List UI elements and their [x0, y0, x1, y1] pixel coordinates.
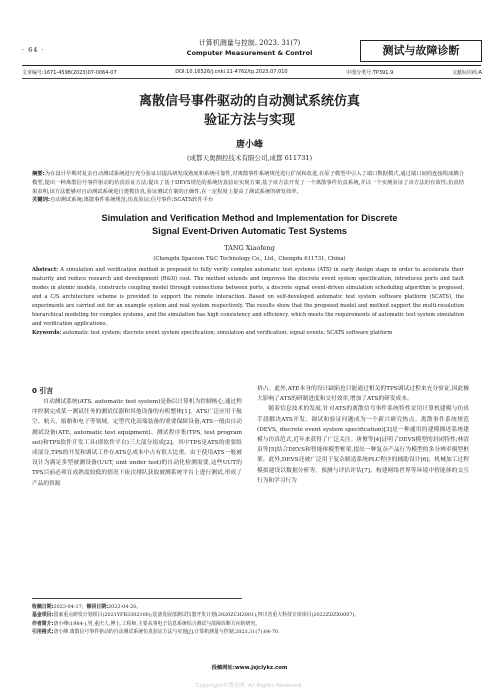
abstract-en-label: Abstract:: [32, 267, 59, 273]
journal-name-en: Computer Measurement & Control: [186, 49, 313, 57]
keywords-cn-text: 自动测试系统;离散事件系统规范;仿真验证;信号事件;SCATS软件平台: [50, 197, 214, 204]
author-cn: 唐小峰: [235, 140, 263, 150]
body-column-right: [257, 384, 469, 486]
affiliation-en: (Chengdu Spaceon T&C Technology Co., Ltd., Chengdu 611731, China): [153, 256, 346, 262]
revised-date: 2023-04-20。: [108, 604, 142, 610]
paragraph: 随着信息技术的发展,针对ATS的离散信号事件系统特性采用计算机建模与仿真手段解决ATS开发、调试和验证问题成为一个新兴研究热点。离散事件系统规范(DEVS, discrete event system specification)[3]是一种通用的建模描述系统建模与仿真范式,近年来获得了广泛关注。唐俊等[4]证明了DEVS模型的封闭特性;林清泉等[5]结合DEVS和智能体模型框架,提出一种复杂产品行为模型的多分辨率模型框架。此外,DEVS还被广泛用于复杂制造系统PLC程序的辅助设计[6]、机械加工过程模拟建设以数据分析等。预测与评估评估[7]、构建网络世界等环境中智能体的交互行为和学习行为: [257, 406, 469, 484]
header-rule: [22, 65, 481, 66]
submission-url: 投稿网址:www.jsjclykz.com: [211, 665, 288, 671]
column-label: 测试与故障诊断: [360, 40, 482, 62]
title-en-line1: Simulation and Verification Method and Implementation for Discrete: [101, 213, 398, 223]
paper-title-cn: [0, 92, 499, 130]
author-en: TANG Xiaofeng: [224, 244, 275, 252]
paper-title-en: [0, 212, 499, 238]
footnote-rule: [32, 598, 242, 599]
doi: DOI:10.16526/j.cnki.11-4762/tp.2023.07.010: [175, 69, 288, 75]
received-date: 2023-04-17;: [53, 604, 84, 610]
abstract-cn-label: 摘要:: [32, 171, 45, 177]
author-bio-text: 唐小峰(1984-),男,重庆人,博士,工程师,主要从事电子信息系统综合测试与故障诊断方向的研究。: [53, 620, 261, 627]
body-column-left: [32, 397, 242, 489]
fund-text: 国家重点研发计划项目(2021YFB3302100);装备发展部测试仪器开发计划(2020ZCH2001);四川省重大科技专项项目(2022ZDZX0007)。: [53, 612, 360, 619]
title-cn-line1: 离散信号事件驱动的自动测试系统仿真: [138, 94, 360, 109]
keywords-en-label: Keywords:: [32, 330, 62, 336]
title-cn-line2: 验证方法与实现: [203, 113, 295, 128]
author-bio-label: 作者简介:: [32, 620, 54, 627]
received-label: 收稿日期:: [32, 604, 54, 610]
abstract-cn-text: 为在设计早期对复杂自动测试系统进行充分验证以提高研发成熟度和系统可靠性,对离散事件系统规范进行扩展和改进,在原子模型中引入了端口数据模式,通过端口间的连接构成耦合模型,提出一种离散信号事件驱动的仿真验证方法;提出了基于DEVS规范的系统仿真验证实现方案,基于该方法开发了一个离散事件仿真系统,并以一个实例验证了该方法的有效性;仿真结果表明,该方法能够对自动测试系统进行建模仿真,验证测试方案的正确性,在一定程度上提高了测试系统的研发效率。: [32, 171, 465, 195]
article-meta: [22, 69, 482, 76]
article-number: 文章编号:1671-4598(2023)07-0064-07: [22, 70, 117, 76]
document-code: 文献标识码:A: [451, 70, 482, 76]
abstract-en-text: A simulation and verification method is proposed to fully verify complex automatic test systems (ATS) in early design stage in order to accelerate their maturity and reduce research and development (R&D) cost. The method extends and improves the discrete event system specification, introduces ports and fault modes in atomic models, constructs coupling model through connections between ports, a discrete signal event-driven simulation scheduling algorithm is proposed, and a C/S architecture scheme is provided to support the remote interaction. Based on self-developed automatic test system software platform (SCATS), the experiments are carried out for an example system and real system respectively. The results show that the proposed model and method support the multi-resolution hierarchical modeling for complex systems, and the simulation has high consistency and efficiency, which meets the requirements of automatic test system simulation and verification applications.: [32, 267, 464, 327]
copyright-watermark: Copyright©博看网. All Rights Reserved.: [195, 683, 304, 689]
meta-rule: [22, 78, 481, 79]
fund-label: 基金项目:: [32, 612, 54, 619]
paragraph: 自动测试系统(ATS, automatic test system)是指以计算机为控制核心,通过程序控制完成某一测试任务的测试仪器和其他设备的有机整体[1]。ATS广泛应用于航空、航天、船舶和电子等领域。定型代化高端装备的重要保障设备,ATS一般由自动测试设备(ATE, automatic test equipment)、测试程序集(TPS, test program set)和TPS软件开发工具(即软件平台)三大部分组成[2]。其中TPS是ATS的重要组成部分,TPS的开发和调试工作在ATS总成本中占有很大比重。由于使用ATS一般被设计为满足多型被测设备(UUT, unit under test)的自动化检测需要,这些UUT的TPS目前必须在成熟度较低的情况下依次排队获取被测系统平台上进行测试,形成了产品的资源: [32, 399, 242, 487]
keywords-en-text: automatic test system; discrete event system specification; simulation and verification; signal events; SCATS software platform: [62, 330, 393, 336]
title-en-line2: Signal Event-Driven Automatic Test Systems: [151, 226, 348, 236]
abstract-en: [32, 266, 464, 338]
revised-label: 修回日期:: [86, 604, 109, 610]
footnote: [32, 603, 472, 637]
section-heading-intro: 0 引言: [32, 387, 54, 395]
citation-text: 唐小峰.离散信号事件驱动的自动测试系统仿真验证方法与实现[J].计算机测量与控制,2023,31(7):64-70.: [53, 629, 280, 636]
journal-name-cn: 计算机测量与控制. 2023. 31(7): [198, 39, 301, 47]
paragraph: 挤占。此外,ATE本身的设计缺陷也只能通过相关的TPS调试过程来充分验证,因此极大影响了ATS的研制进度和交付效率,增加了ATS的研发成本。: [257, 386, 469, 403]
page-number: · 64 ·: [22, 46, 45, 54]
affiliation-cn: (成都天奥测控技术有限公司,成都 611731): [186, 154, 313, 162]
clc-number: 中图分类号:TP391.9: [346, 70, 394, 76]
abstract-cn: [32, 170, 464, 205]
citation-label: 引用格式:: [32, 629, 54, 636]
keywords-cn-label: 关键词:: [32, 197, 51, 204]
